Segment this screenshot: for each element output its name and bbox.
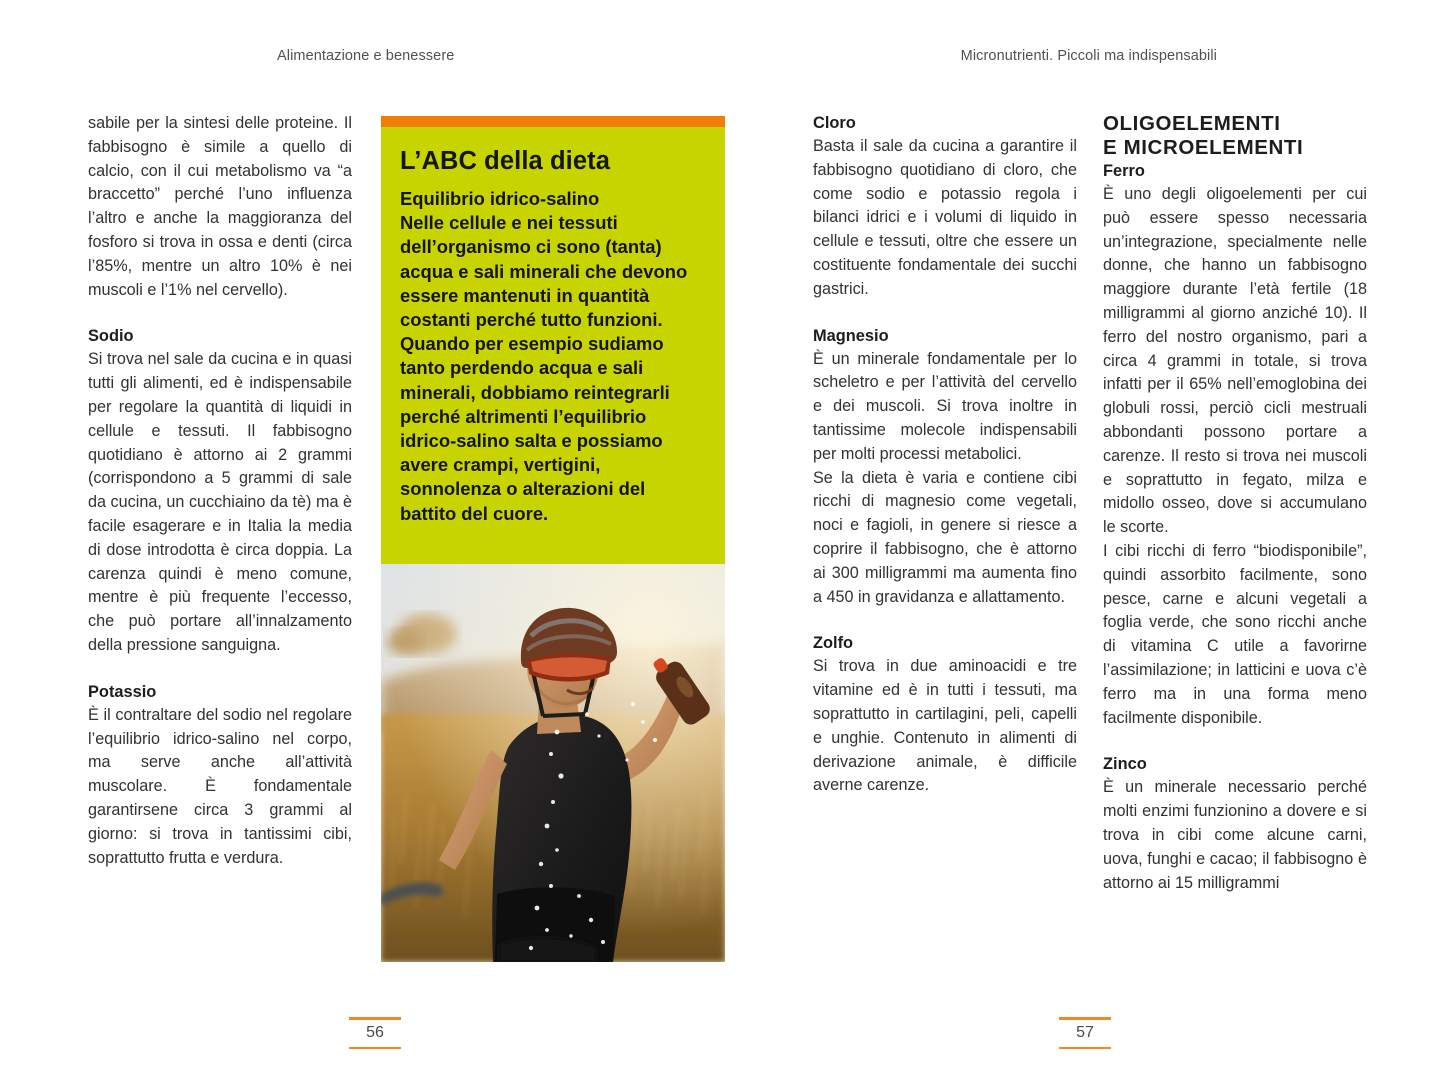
- folio-rule-bottom: [349, 1047, 401, 1049]
- highlight-box-top-bar: [381, 116, 725, 127]
- section-heading-line-2: E MICROELEMENTI: [1103, 136, 1304, 159]
- highlight-box-title: L’ABC della dieta: [400, 147, 610, 175]
- folio-rule-bottom: [1059, 1047, 1111, 1049]
- text-column-1: [88, 112, 352, 870]
- folio-number-left: 56: [366, 1023, 384, 1041]
- paragraph-zinco: È un minerale necessario perché molti enzimi funzionino a dovere e si trova in cibi come alcune carni, uova, funghi e cacao; il fabbisogno è attorno ai 15 milligrammi: [1103, 778, 1367, 892]
- text-column-4: [1103, 112, 1367, 895]
- highlight-box-lead: Equilibrio idrico-salino: [400, 188, 600, 209]
- paragraph-sodio: Si trova nel sale da cucina e in quasi tutti gli alimenti, ed è indispensabile per regolare la quantità di liquidi in cellule e tessuti. Il fabbisogno quotidiano è attorno ai 2 grammi (corrispondono a 5 grammi di sale da cucina, un cucchiaino da tè) ma è facile esagerare e in Italia la media di dose introdotta è circa doppia. La carenza quindi è meno comune, mentre è più frequente l’eccesso, che può portare all’innalzamento della pressione sanguigna.: [88, 350, 352, 654]
- paragraph-ferro-1: È uno degli oligoelementi per cui può essere spesso necessaria un’integrazione, specialmente nelle donne, che hanno un fabbisogno maggiore durante l’età fertile (18 milligrammi al giorno anziché 10). Il ferro del nostro organismo, pari a circa 4 grammi in totale, si trova infatti per il 65% nell’emoglobina dei globuli rossi, perciò cicli mestruali abbondanti possono portare a carenze. Il resto si trova nei muscoli e soprattutto in fegato, milza e midollo osseo, dove si accumulano le scorte.: [1103, 185, 1367, 537]
- heading-ferro: Ferro: [1103, 162, 1145, 180]
- highlight-box-content: [400, 127, 706, 526]
- folio-number-right: 57: [1076, 1023, 1094, 1041]
- running-head-left: Alimentazione e benessere: [277, 48, 455, 64]
- highlight-box-abc-della-dieta: [381, 116, 725, 962]
- paragraph-potassio: È il contraltare del sodio nel regolare l’equilibrio idrico-salino nel corpo, ma serve anche all’attività muscolare. È fondamentale garantirsene circa 3 grammi al giorno: si trova in tantissimi cibi, soprattutto frutta e verdura.: [88, 705, 352, 867]
- heading-magnesio: Magnesio: [813, 326, 889, 345]
- paragraph-spacer: [1103, 730, 1367, 753]
- paragraph-spacer: [88, 302, 352, 325]
- paragraph-zolfo: Si trova in due aminoacidi e tre vitamine ed è in tutti i tessuti, ma soprattutto in cartilagini, peli, capelli e unghie. Contenuto in alimenti di derivazione animale, è difficile averne carenze.: [813, 657, 1077, 795]
- paragraph-spacer: [813, 302, 1077, 325]
- heading-cloro: Cloro: [813, 114, 856, 132]
- paragraph-ferro-2: I cibi ricchi di ferro “biodisponibile”, quindi assorbito facilmente, sono pesce, carne e alcuni vegetali a foglia verde, che sono ricchi anche di vitamina C utile a favorirne l’assimilazione; in latticini e uova c’è ferro ma in una forma meno facilmente disponibile.: [1103, 541, 1367, 727]
- paragraph-continued: sabile per la sintesi delle proteine. Il fabbisogno è simile a quello di calcio, con il cui metabolismo va “a braccetto” perché l’uno influenza l’altro e anche la maggioranza del fosforo si trova in ossa e denti (circa l’85%, mentre un altro 10% è nei muscoli e l’1% nel cervello).: [88, 114, 352, 299]
- paragraph-magnesio-2: Se la dieta è varia e contiene cibi ricchi di magnesio come vegetali, noci e fagioli, in genere si riesce a coprire il fabbisogno, che è attorno ai 300 milligrammi ma aumenta fino a 450 in gravidanza e allattamento.: [813, 468, 1077, 606]
- paragraph-spacer: [88, 658, 352, 681]
- paragraph-cloro: Basta il sale da cucina a garantire il fabbisogno quotidiano di cloro, che come sodio e potassio regola i bilanci idrici e i volumi di liquido in cellule e tessuti, oltre che essere un costituente fondamentale dei succhi gastrici.: [813, 137, 1077, 298]
- heading-sodio: Sodio: [88, 327, 134, 346]
- paragraph-magnesio-1: È un minerale fondamentale per lo scheletro e per l’attività del cervello e dei muscoli. Si trova inoltre in tantissime molecole indispensabili per molti processi metabolici.: [813, 349, 1077, 463]
- running-head-right: Micronutrienti. Piccoli ma indispensabili: [960, 48, 1217, 64]
- photo-cyclist-drinking: [381, 564, 725, 962]
- heading-zolfo: Zolfo: [813, 634, 854, 653]
- text-column-3: [813, 112, 1077, 798]
- folio-right: [1059, 1017, 1111, 1049]
- section-heading-line-1: OLIGOELEMENTI: [1103, 112, 1281, 135]
- paragraph-spacer: [813, 609, 1077, 632]
- highlight-box-body: Nelle cellule e nei tessuti dell’organismo ci sono (tanta) acqua e sali minerali che devono essere mantenuti in quantità costanti perché tutto funzioni. Quando per esempio sudiamo tanto perdendo acqua e sali minerali, dobbiamo reintegrarli perché altrimenti l’equilibrio idrico-salino salta e possiamo avere crampi, vertigini, sonnolenza o alterazioni del battito del cuore.: [400, 212, 688, 524]
- heading-potassio: Potassio: [88, 682, 157, 701]
- heading-zinco: Zinco: [1103, 755, 1147, 774]
- folio-left: [349, 1017, 401, 1049]
